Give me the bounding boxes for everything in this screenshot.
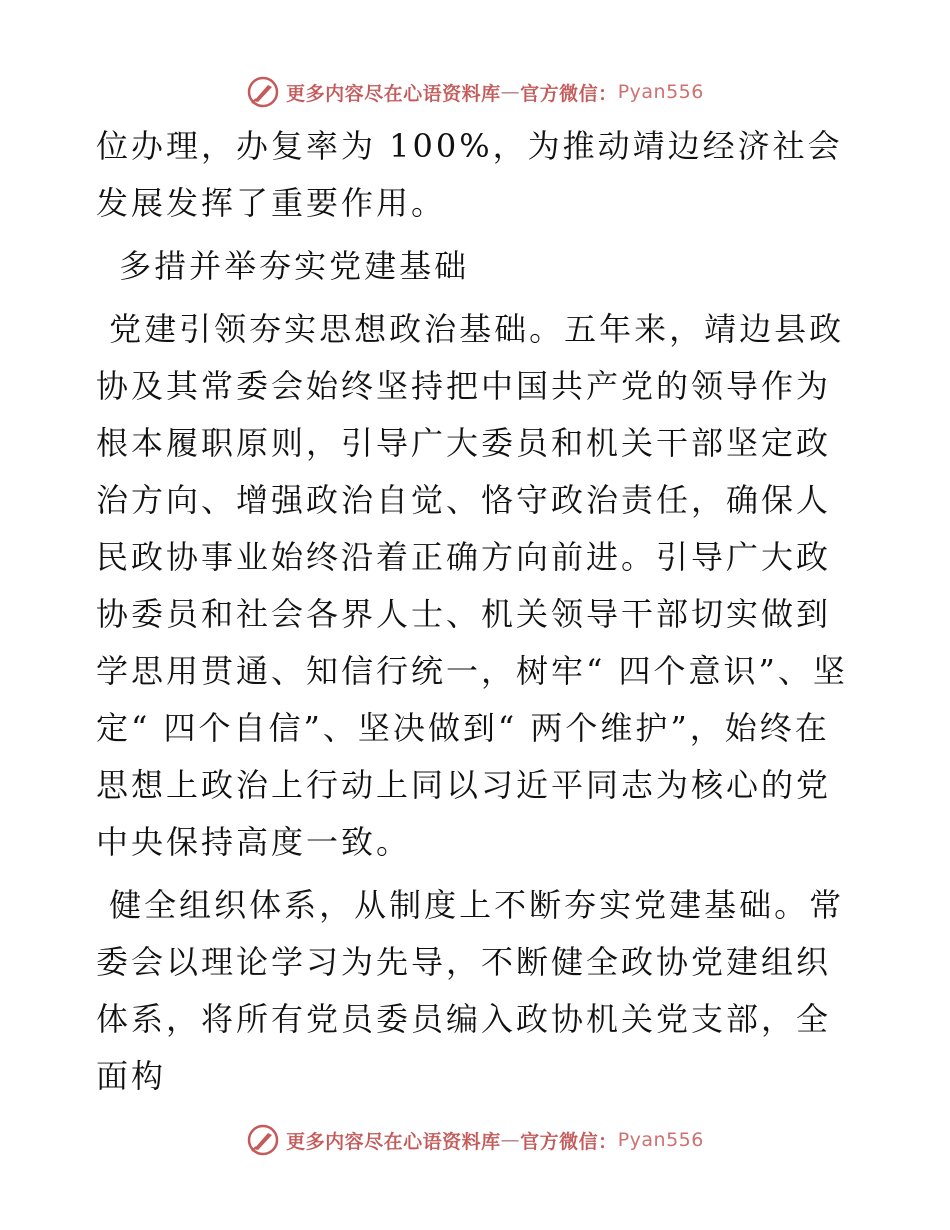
header-watermark [0, 72, 950, 112]
watermark-wechat-label: 官方微信： [520, 1130, 618, 1153]
watermark-brand: 更多内容尽在心语资料库 [286, 1130, 501, 1153]
paragraph-organization-system: 健全组织体系，从制度上不断夯实党建基础。常委会以理论学习为先导，不断健全政协党建组织体系，将所有党员委员编入政协机关党支部，全面构 [96, 886, 845, 1095]
watermark-wechat-label: 官方微信： [520, 82, 618, 105]
document-body [96, 118, 856, 1111]
watermark-brand: 更多内容尽在心语资料库 [286, 82, 501, 105]
footer-watermark [0, 1120, 950, 1160]
quill-pen-logo-icon [246, 1123, 280, 1157]
watermark-separator: — [500, 1129, 521, 1151]
paragraph-continuation: 位办理，办复率为 100%，为推动靖边经济社会发展发挥了重要作用。 [96, 127, 843, 222]
paragraph-party-leadership: 党建引领夯实思想政治基础。五年来，靖边县政协及其常委会始终坚持把中国共产党的领导作为根本履职原则，引导广大委员和机关干部坚定政治方向、增强政治自觉、恪守政治责任，确保人民政协事业始终沿着正确方向前进。引导广大政协委员和社会各界人士、机关领导干部切实做到学思用贯通、知信行统一，树牢“ 四个意识”、坚定“ 四个自信”、坚决做到“ 两个维护”，始终在思想上政治上行动上同以习近平同志为核心的党中央保持高度一致。 [96, 310, 848, 861]
quill-pen-logo-icon [246, 75, 280, 109]
watermark-wechat-id: Pyan556 [617, 81, 704, 103]
watermark-separator: — [500, 81, 521, 103]
section-heading: 多措并举夯实党建基础 [106, 247, 470, 285]
watermark-wechat-id: Pyan556 [617, 1129, 704, 1151]
